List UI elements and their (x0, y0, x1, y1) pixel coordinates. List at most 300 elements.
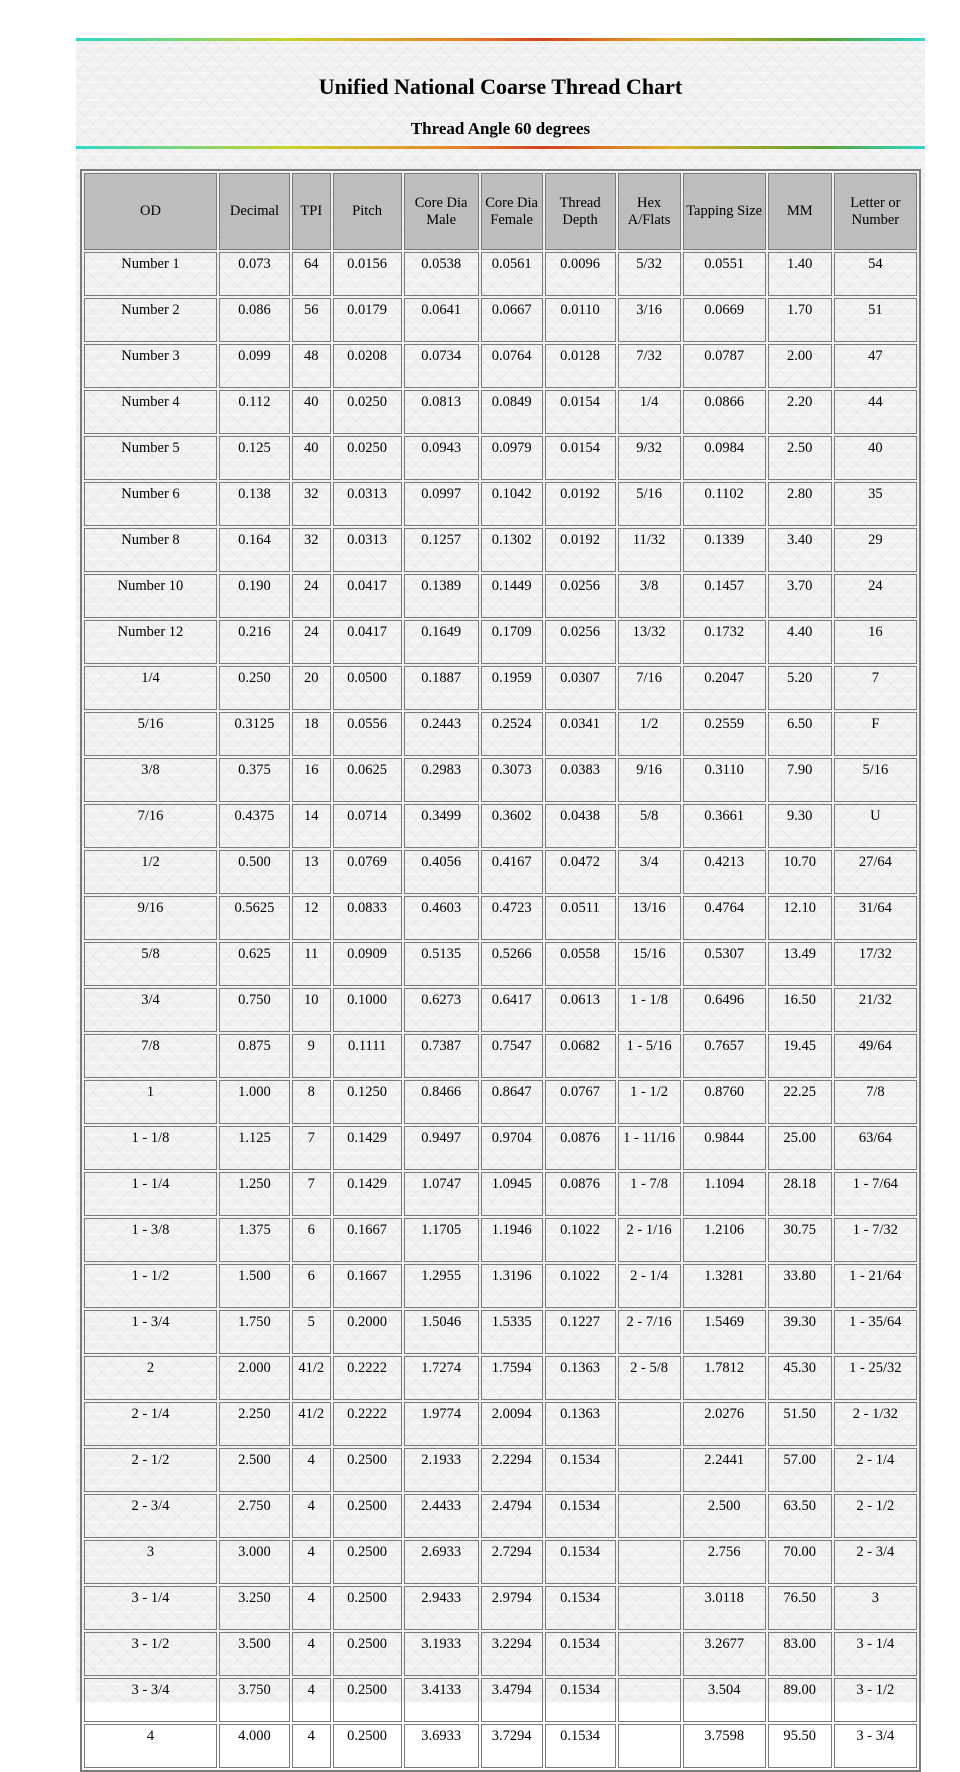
table-cell: 3 - 3/4 (834, 1724, 917, 1768)
table-cell (618, 1678, 681, 1722)
table-cell: 0.2500 (333, 1448, 402, 1492)
table-cell: 0.0625 (333, 758, 402, 802)
table-cell: 0.0769 (333, 850, 402, 894)
table-cell: 5 (292, 1310, 331, 1354)
table-cell: 35 (834, 482, 917, 526)
table-cell: 2 - 1/4 (84, 1402, 217, 1446)
table-cell: 1.2106 (683, 1218, 766, 1262)
table-cell: 0.0849 (481, 390, 543, 434)
table-cell: 0.0734 (404, 344, 479, 388)
table-cell (618, 1540, 681, 1584)
table-cell: 3/16 (618, 298, 681, 342)
table-cell: 0.0667 (481, 298, 543, 342)
table-cell: 0.0307 (545, 666, 616, 710)
table-cell: 2.0276 (683, 1402, 766, 1446)
table-cell: 3.7598 (683, 1724, 766, 1768)
table-cell: 2 (84, 1356, 217, 1400)
table-cell: 29 (834, 528, 917, 572)
table-cell: 1.125 (219, 1126, 290, 1170)
table-cell: 0.0256 (545, 574, 616, 618)
table-cell: 0.2047 (683, 666, 766, 710)
table-cell: 0.2222 (333, 1402, 402, 1446)
table-row (84, 1126, 917, 1170)
table-cell: 49/64 (834, 1034, 917, 1078)
table-cell: 2 - 1/4 (618, 1264, 681, 1308)
table-cell: 0.0383 (545, 758, 616, 802)
table-row (84, 1586, 917, 1630)
column-header: Tapping Size (683, 173, 766, 250)
table-cell: Number 8 (84, 528, 217, 572)
table-cell: 0.0764 (481, 344, 543, 388)
table-cell: 0.1457 (683, 574, 766, 618)
table-cell: 0.8647 (481, 1080, 543, 1124)
table-cell: 0.3499 (404, 804, 479, 848)
table-cell: 0.4764 (683, 896, 766, 940)
table-cell: 2.7294 (481, 1540, 543, 1584)
table-cell: 4.40 (768, 620, 832, 664)
table-cell: 0.2500 (333, 1540, 402, 1584)
table-row (84, 1540, 917, 1584)
table-cell: 1 - 21/64 (834, 1264, 917, 1308)
table-cell: 1 - 35/64 (834, 1310, 917, 1354)
table-cell: 0.2000 (333, 1310, 402, 1354)
table-cell: 0.0714 (333, 804, 402, 848)
table-cell: 24 (292, 574, 331, 618)
table-cell: 0.3125 (219, 712, 290, 756)
table-cell: 2.000 (219, 1356, 290, 1400)
page-subtitle: Thread Angle 60 degrees (410, 119, 591, 138)
table-cell: 0.6273 (404, 988, 479, 1032)
table-cell: 0.1363 (545, 1402, 616, 1446)
table-cell: 2.250 (219, 1402, 290, 1446)
table-cell: 56 (292, 298, 331, 342)
table-cell: 5/16 (618, 482, 681, 526)
table-row (84, 1632, 917, 1676)
table-row (84, 482, 917, 526)
thread-table (80, 169, 921, 1772)
table-cell: 0.1534 (545, 1678, 616, 1722)
table-cell: 0.0943 (404, 436, 479, 480)
table-cell: 0.0472 (545, 850, 616, 894)
table-cell: 40 (292, 436, 331, 480)
table-cell: 1 - 1/8 (618, 988, 681, 1032)
table-cell: 0.0813 (404, 390, 479, 434)
table-cell: 3.2294 (481, 1632, 543, 1676)
table-cell: 0.0192 (545, 482, 616, 526)
table-cell: 0.1649 (404, 620, 479, 664)
table-cell: 12.10 (768, 896, 832, 940)
table-cell: 3 - 1/4 (834, 1632, 917, 1676)
table-cell: 0.8466 (404, 1080, 479, 1124)
table-cell: 2 - 3/4 (834, 1540, 917, 1584)
table-cell: 0.2500 (333, 1724, 402, 1768)
table-row (84, 666, 917, 710)
table-cell: 7/16 (84, 804, 217, 848)
table-cell: 7/32 (618, 344, 681, 388)
table-cell: 0.250 (219, 666, 290, 710)
table-cell: 7 (834, 666, 917, 710)
table-cell: 89.00 (768, 1678, 832, 1722)
table-cell: 3.1933 (404, 1632, 479, 1676)
table-cell: 2 - 5/8 (618, 1356, 681, 1400)
table-cell: 0.0997 (404, 482, 479, 526)
table-cell: 0.0511 (545, 896, 616, 940)
table-cell: 1/4 (618, 390, 681, 434)
table-cell: 0.0538 (404, 252, 479, 296)
table-cell: 0.2983 (404, 758, 479, 802)
table-cell: 5/8 (84, 942, 217, 986)
table-cell: 1.70 (768, 298, 832, 342)
table-cell: 5/16 (834, 758, 917, 802)
table-cell: 2.4433 (404, 1494, 479, 1538)
table-cell: 45.30 (768, 1356, 832, 1400)
table-cell: 2.2441 (683, 1448, 766, 1492)
column-header: Core Dia Male (404, 173, 479, 250)
table-cell: 76.50 (768, 1586, 832, 1630)
table-cell: 0.0250 (333, 436, 402, 480)
table-cell: 1.3196 (481, 1264, 543, 1308)
table-cell: 0.1363 (545, 1356, 616, 1400)
table-cell: 1/4 (84, 666, 217, 710)
table-cell: 0.0984 (683, 436, 766, 480)
table-cell: Number 12 (84, 620, 217, 664)
table-cell: 0.3661 (683, 804, 766, 848)
table-cell: 3/4 (84, 988, 217, 1032)
table-row (84, 1218, 917, 1262)
table-cell: 7/8 (834, 1080, 917, 1124)
table-cell: 3.250 (219, 1586, 290, 1630)
table-body (84, 252, 917, 1768)
table-row (84, 1402, 917, 1446)
table-cell: 0.3110 (683, 758, 766, 802)
table-cell: 0.1534 (545, 1586, 616, 1630)
table-cell: 0.5625 (219, 896, 290, 940)
table-cell: 0.1257 (404, 528, 479, 572)
column-header: Thread Depth (545, 173, 616, 250)
table-row (84, 1678, 917, 1722)
table-cell: 0.9704 (481, 1126, 543, 1170)
table-cell: 0.0866 (683, 390, 766, 434)
table-cell: 0.4603 (404, 896, 479, 940)
table-cell: 7.90 (768, 758, 832, 802)
table-cell: 0.0256 (545, 620, 616, 664)
table-cell: 0.9497 (404, 1126, 479, 1170)
table-cell: 41/2 (292, 1356, 331, 1400)
table-cell: 0.0561 (481, 252, 543, 296)
table-cell: 32 (292, 482, 331, 526)
table-cell: 0.0417 (333, 574, 402, 618)
table-cell: 8 (292, 1080, 331, 1124)
column-header: Decimal (219, 173, 290, 250)
table-cell: 30.75 (768, 1218, 832, 1262)
table-cell: 0.1667 (333, 1264, 402, 1308)
table-row (84, 942, 917, 986)
table-cell: Number 2 (84, 298, 217, 342)
table-cell: 0.2500 (333, 1586, 402, 1630)
table-cell: 2.500 (683, 1494, 766, 1538)
table-cell: 3.7294 (481, 1724, 543, 1768)
table-cell: 0.0156 (333, 252, 402, 296)
table-cell: 0.4213 (683, 850, 766, 894)
table-row (84, 850, 917, 894)
table-cell: 0.0558 (545, 942, 616, 986)
table-cell: 2.1933 (404, 1448, 479, 1492)
table-cell: 4 (292, 1724, 331, 1768)
table-cell: 6 (292, 1218, 331, 1262)
table-cell: 0.500 (219, 850, 290, 894)
table-cell: 0.4056 (404, 850, 479, 894)
table-cell: 0.0096 (545, 252, 616, 296)
table-cell: 0.0417 (333, 620, 402, 664)
table-cell: 0.1302 (481, 528, 543, 572)
table-cell: 1.375 (219, 1218, 290, 1262)
column-header: MM (768, 173, 832, 250)
table-cell: 0.0313 (333, 482, 402, 526)
table-cell: 0.625 (219, 942, 290, 986)
table-row (84, 712, 917, 756)
table-cell: 1 - 1/2 (618, 1080, 681, 1124)
table-cell: 44 (834, 390, 917, 434)
table-cell: 1.7594 (481, 1356, 543, 1400)
table-cell: 3 - 3/4 (84, 1678, 217, 1722)
table-cell: 0.1449 (481, 574, 543, 618)
table-cell: 0.086 (219, 298, 290, 342)
table-cell: 1.000 (219, 1080, 290, 1124)
table-cell: 4 (292, 1540, 331, 1584)
table-cell: U (834, 804, 917, 848)
table-cell: 2.750 (219, 1494, 290, 1538)
table-cell: Number 5 (84, 436, 217, 480)
table-cell: 95.50 (768, 1724, 832, 1768)
table-cell: 51 (834, 298, 917, 342)
table-cell: Number 3 (84, 344, 217, 388)
table-cell: 1 - 5/16 (618, 1034, 681, 1078)
table-cell: 0.4375 (219, 804, 290, 848)
table-cell: 0.0313 (333, 528, 402, 572)
table-cell: 3.4794 (481, 1678, 543, 1722)
table-cell: 10.70 (768, 850, 832, 894)
table-cell: 17/32 (834, 942, 917, 986)
table-cell: Number 6 (84, 482, 217, 526)
table-cell: 2.4794 (481, 1494, 543, 1538)
table-cell: 9.30 (768, 804, 832, 848)
table-cell: 2 - 3/4 (84, 1494, 217, 1538)
table-cell: 3/4 (618, 850, 681, 894)
table-row (84, 1494, 917, 1538)
table-cell: 0.4723 (481, 896, 543, 940)
table-row (84, 436, 917, 480)
table-cell: 0.0500 (333, 666, 402, 710)
table-cell: 0.0154 (545, 436, 616, 480)
table-cell: 0.1429 (333, 1172, 402, 1216)
table-cell: 3.4133 (404, 1678, 479, 1722)
table-cell: 0.8760 (683, 1080, 766, 1124)
table-cell: 0.2500 (333, 1494, 402, 1538)
table-cell: 27/64 (834, 850, 917, 894)
table-cell: 3.40 (768, 528, 832, 572)
table-cell: 1 (84, 1080, 217, 1124)
table-cell: F (834, 712, 917, 756)
table-cell: 0.0438 (545, 804, 616, 848)
table-cell: 2 - 1/2 (84, 1448, 217, 1492)
table-cell: 2 - 1/32 (834, 1402, 917, 1446)
table-cell: 1.40 (768, 252, 832, 296)
table-cell: 0.0341 (545, 712, 616, 756)
table-cell: 9/16 (618, 758, 681, 802)
table-cell: 12 (292, 896, 331, 940)
table-row (84, 252, 917, 296)
table-cell: 7 (292, 1126, 331, 1170)
table-cell: 0.0979 (481, 436, 543, 480)
table-row (84, 1264, 917, 1308)
table-cell: 0.138 (219, 482, 290, 526)
table-cell: 13/16 (618, 896, 681, 940)
table-cell: 2.756 (683, 1540, 766, 1584)
table-cell: 0.1227 (545, 1310, 616, 1354)
table-cell: 0.750 (219, 988, 290, 1032)
table-cell: 40 (292, 390, 331, 434)
table-cell: 0.0154 (545, 390, 616, 434)
table-row (84, 1356, 917, 1400)
table-cell: 2.00 (768, 344, 832, 388)
table-cell (618, 1494, 681, 1538)
table-cell: 16.50 (768, 988, 832, 1032)
table-cell: 0.190 (219, 574, 290, 618)
table-cell: 3.504 (683, 1678, 766, 1722)
table-cell: 7 (292, 1172, 331, 1216)
table-cell: 4 (292, 1494, 331, 1538)
table-cell: 3 - 1/2 (834, 1678, 917, 1722)
table-cell: 14 (292, 804, 331, 848)
table-cell: 0.1534 (545, 1632, 616, 1676)
table-cell: 48 (292, 344, 331, 388)
table-cell: 0.1042 (481, 482, 543, 526)
table-cell: 0.0128 (545, 344, 616, 388)
table-cell: 4 (292, 1448, 331, 1492)
table-cell: 0.112 (219, 390, 290, 434)
table-cell (618, 1724, 681, 1768)
table-row (84, 620, 917, 664)
table-cell: 3 (834, 1586, 917, 1630)
table-cell: 1/2 (84, 850, 217, 894)
table-cell: 4 (292, 1586, 331, 1630)
bottom-gradient-rule (76, 146, 925, 149)
table-cell: 3.0118 (683, 1586, 766, 1630)
table-cell: 4.000 (219, 1724, 290, 1768)
table-cell: Number 1 (84, 252, 217, 296)
table-cell: 63/64 (834, 1126, 917, 1170)
page-title: Unified National Coarse Thread Chart (318, 74, 683, 99)
table-cell: 0.9844 (683, 1126, 766, 1170)
table-cell: 28.18 (768, 1172, 832, 1216)
table-cell: 0.3073 (481, 758, 543, 802)
table-cell: 21/32 (834, 988, 917, 1032)
top-gradient-rule (76, 38, 925, 41)
table-cell: 13.49 (768, 942, 832, 986)
table-cell: 0.0551 (683, 252, 766, 296)
table-cell: 0.1111 (333, 1034, 402, 1078)
table-cell: 1 - 3/8 (84, 1218, 217, 1262)
table-cell: 3 (84, 1540, 217, 1584)
table-cell: 1.1094 (683, 1172, 766, 1216)
table-cell: 9/32 (618, 436, 681, 480)
table-cell: 0.0909 (333, 942, 402, 986)
table-cell: 33.80 (768, 1264, 832, 1308)
table-cell: 2.9794 (481, 1586, 543, 1630)
table-cell: 1.9774 (404, 1402, 479, 1446)
table-cell: 0.0682 (545, 1034, 616, 1078)
column-header: OD (84, 173, 217, 250)
table-cell: 19.45 (768, 1034, 832, 1078)
table-cell: 1 - 7/32 (834, 1218, 917, 1262)
table-cell: 0.1667 (333, 1218, 402, 1262)
table-cell: 0.2559 (683, 712, 766, 756)
table-cell: 0.0613 (545, 988, 616, 1032)
table-row (84, 804, 917, 848)
table-cell: 0.1022 (545, 1218, 616, 1262)
table-cell: 22.25 (768, 1080, 832, 1124)
table-cell: 1.7812 (683, 1356, 766, 1400)
table-cell: 0.6496 (683, 988, 766, 1032)
table-cell: 0.3602 (481, 804, 543, 848)
table-cell: 0.375 (219, 758, 290, 802)
table-cell: 0.2500 (333, 1678, 402, 1722)
table-cell: 15/16 (618, 942, 681, 986)
table-cell: 41/2 (292, 1402, 331, 1446)
table-cell: 5/16 (84, 712, 217, 756)
table-cell: 2.0094 (481, 1402, 543, 1446)
table-cell: 1.5335 (481, 1310, 543, 1354)
table-cell: 0.0833 (333, 896, 402, 940)
table-cell: 40 (834, 436, 917, 480)
table-cell: 1 - 11/16 (618, 1126, 681, 1170)
column-header: Letter or Number (834, 173, 917, 250)
table-row (84, 896, 917, 940)
table-row (84, 344, 917, 388)
table-cell: 0.164 (219, 528, 290, 572)
table-row (84, 1034, 917, 1078)
table-cell: 1 - 3/4 (84, 1310, 217, 1354)
table-cell: 0.7547 (481, 1034, 543, 1078)
table-cell: 1.1705 (404, 1218, 479, 1262)
table-row (84, 1448, 917, 1492)
table-cell: 1.0747 (404, 1172, 479, 1216)
table-cell: 1.750 (219, 1310, 290, 1354)
table-cell: 0.1534 (545, 1540, 616, 1584)
table-cell: 6.50 (768, 712, 832, 756)
table-cell: 0.1022 (545, 1264, 616, 1308)
table-cell: 1.3281 (683, 1264, 766, 1308)
table-cell: 0.0876 (545, 1172, 616, 1216)
table-cell: 4 (292, 1632, 331, 1676)
table-cell: 1.5046 (404, 1310, 479, 1354)
table-row (84, 1310, 917, 1354)
table-cell: 0.0110 (545, 298, 616, 342)
table-cell (618, 1586, 681, 1630)
table-cell: 70.00 (768, 1540, 832, 1584)
table-header-row (84, 173, 917, 250)
table-cell: 16 (292, 758, 331, 802)
table-cell: 0.1732 (683, 620, 766, 664)
column-header: Pitch (333, 173, 402, 250)
table-cell: 83.00 (768, 1632, 832, 1676)
table-cell: 0.1959 (481, 666, 543, 710)
table-cell: 0.1534 (545, 1494, 616, 1538)
table-cell: 0.0192 (545, 528, 616, 572)
table-cell: 0.1887 (404, 666, 479, 710)
table-cell: 1 - 1/4 (84, 1172, 217, 1216)
table-cell: 0.6417 (481, 988, 543, 1032)
